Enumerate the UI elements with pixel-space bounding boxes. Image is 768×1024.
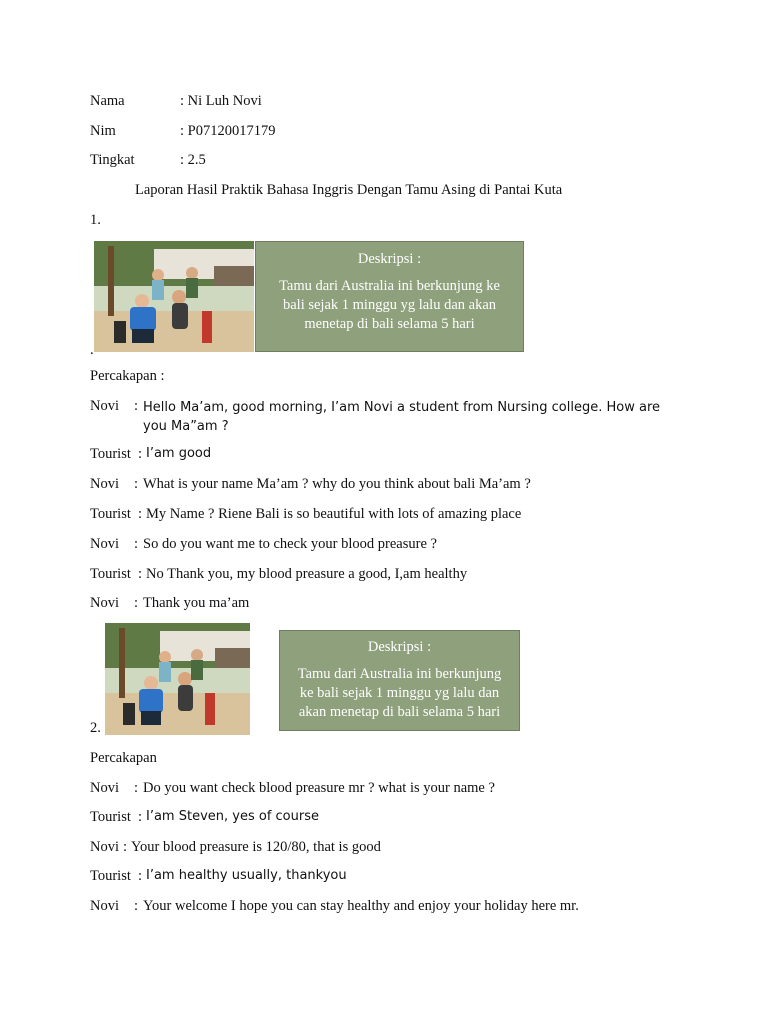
dialogue-line: So do you want me to check your blood preasure ? [143,536,437,552]
separator: : [138,566,143,582]
speaker-label: Tourist [90,868,131,884]
level-value: : 2.5 [180,152,206,168]
dialogue-line: I’am good [146,446,212,461]
speaker-label: Novi [90,398,119,414]
section-1-number: 1. [90,212,101,228]
dialogue-line: I’am Steven, yes of course [146,809,319,824]
stray-mark: . [90,342,94,358]
dialogue-line: Hello Ma’am, good morning, I’am Novi a student from Nursing college. How are you Ma”am ? [143,400,661,434]
separator: : [138,868,143,884]
name-value: : Ni Luh Novi [180,93,262,109]
separator: : [123,839,128,855]
description-box-1 [255,241,524,352]
separator: : [134,595,139,611]
speaker-label: Novi [90,780,119,796]
dialogue-line: What is your name Ma’am ? why do you think about bali Ma’am ? [143,476,531,492]
description-title: Deskripsi : [367,639,432,655]
speaker-label: Novi [90,898,119,914]
speaker-label: Novi [90,536,119,552]
separator: : [134,398,139,414]
conversation-label-2: Percakapan [90,750,157,766]
report-title: Laporan Hasil Praktik Bahasa Inggris Dengan Tamu Asing di Pantai Kuta [135,182,563,198]
beach-photo-2 [105,623,250,735]
speaker-label: Novi [90,839,119,855]
separator: : [138,506,143,522]
nim-value: : P07120017179 [180,123,276,139]
description-text: Tamu dari Australia ini berkunjung ke bali sejak 1 minggu yg lalu dan akan menetap di bali selama 5 hari [297,666,502,720]
description-box-2 [279,630,520,731]
separator: : [134,476,139,492]
speaker-label: Novi [90,595,119,611]
dialogue-line: Your blood preasure is 120/80, that is good [131,839,381,855]
speaker-label: Tourist [90,566,131,582]
separator: : [134,898,139,914]
dialogue-line: Your welcome I hope you can stay healthy and enjoy your holiday here mr. [143,898,579,914]
speaker-label: Tourist [90,446,131,462]
speaker-label: Tourist [90,506,131,522]
level-label: Tingkat [90,152,135,168]
beach-photo-1 [94,241,254,352]
separator: : [134,780,139,796]
dialogue-line: Do you want check blood preasure mr ? what is your name ? [143,780,495,796]
separator: : [138,809,143,825]
name-label: Nama [90,93,125,109]
description-text: Tamu dari Australia ini berkunjung ke bali sejak 1 minggu yg lalu dan akan menetap di bali selama 5 hari [279,278,500,332]
separator: : [138,446,143,462]
dialogue-line: No Thank you, my blood preasure a good, I,am healthy [146,566,468,582]
conversation-label-1: Percakapan : [90,368,165,384]
speaker-label: Tourist [90,809,131,825]
description-title: Deskripsi : [357,251,422,267]
section-2-number: 2. [90,720,101,736]
dialogue-line: My Name ? Riene Bali is so beautiful with lots of amazing place [146,506,522,522]
separator: : [134,536,139,552]
dialogue-line: Thank you ma’am [143,595,250,611]
dialogue-line: I’am healthy usually, thankyou [146,868,347,883]
speaker-label: Novi [90,476,119,492]
nim-label: Nim [90,123,116,139]
